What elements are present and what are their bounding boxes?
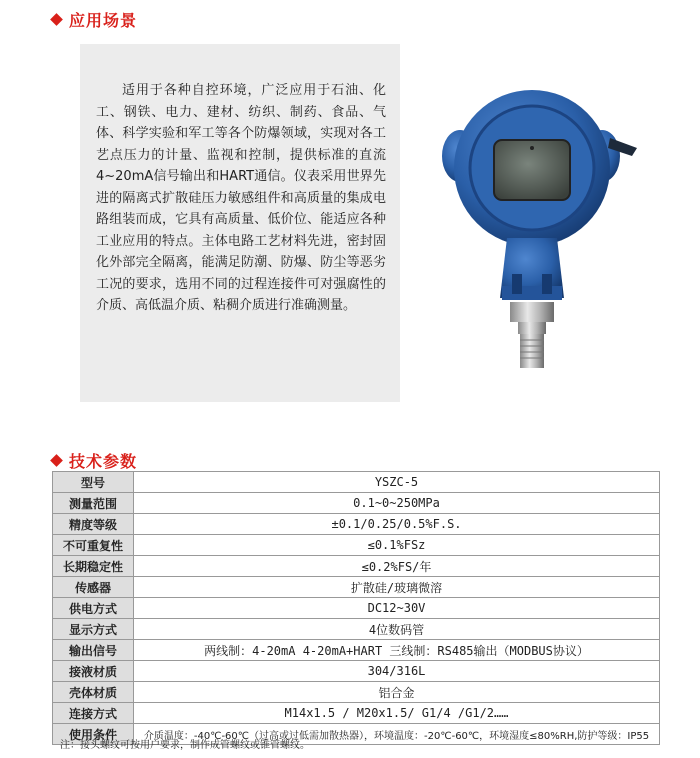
spec-key: 供电方式: [53, 598, 134, 619]
spec-value: 两线制：4-20mA 4-20mA+HART 三线制：RS485输出（MODBUS协议）: [134, 640, 660, 661]
spec-value: ±0.1/0.25/0.5%F.S.: [134, 514, 660, 535]
spec-key: 壳体材质: [53, 682, 134, 703]
spec-key: 连接方式: [53, 703, 134, 724]
specs-title: 技术参数: [69, 452, 138, 471]
table-row: [53, 619, 660, 640]
spec-key: 传感器: [53, 577, 134, 598]
spec-value: YSZC-5: [134, 472, 660, 493]
table-row: [53, 493, 660, 514]
spec-key: 显示方式: [53, 619, 134, 640]
spec-key: 接液材质: [53, 661, 134, 682]
spec-key: 测量范围: [53, 493, 134, 514]
spec-value: ≤0.2%FS/年: [134, 556, 660, 577]
table-row: [53, 514, 660, 535]
spec-value: ≤0.1%FSz: [134, 535, 660, 556]
specs-table: [52, 471, 660, 745]
spec-value: 介质温度：-40℃-60℃（过高或过低需加散热器），环境温度：-20℃-60℃，环境湿度≤80%RH,防护等级：IP55: [134, 724, 660, 745]
table-row: [53, 556, 660, 577]
table-row: [53, 661, 660, 682]
spec-key: 长期稳定性: [53, 556, 134, 577]
table-row: [53, 472, 660, 493]
table-row: [53, 640, 660, 661]
applications-title: 应用场景: [69, 11, 138, 30]
spec-value: DC12~30V: [134, 598, 660, 619]
table-row: [53, 703, 660, 724]
applications-heading: [52, 8, 137, 31]
spec-key: 精度等级: [53, 514, 134, 535]
diamond-bullet-icon: [50, 13, 63, 26]
table-row: [53, 598, 660, 619]
spec-value: M14x1.5 / M20x1.5/ G1/4 /G1/2……: [134, 703, 660, 724]
spec-value: 0.1~0~250MPa: [134, 493, 660, 514]
spec-value: 304/316L: [134, 661, 660, 682]
pressure-transmitter-image: [432, 78, 652, 378]
table-row: [53, 535, 660, 556]
table-row: [53, 682, 660, 703]
spec-value: 4位数码管: [134, 619, 660, 640]
spec-note: 注：接头螺纹可按用户要求，制作成管螺纹或锥管螺纹。: [60, 740, 310, 751]
spec-value: 铝合金: [134, 682, 660, 703]
table-row: [53, 577, 660, 598]
spec-key: 型号: [53, 472, 134, 493]
diamond-bullet-icon: [50, 454, 63, 467]
applications-description: 适用于各种自控环境，广泛应用于石油、化工、钢铁、电力、建材、纺织、制药、食品、气体、科学实验和军工等各个防爆领域，实现对各工艺点压力的计量、监视和控制，提供标准的直流4~20mA信号输出和HART通信。仪表采用世界先进的隔离式扩散硅压力敏感组件和高质量的集成电路组装而成，它具有高质量、低价位、能适应各种工业应用的特点。主体电路工艺材料先进，密封固化外部完全隔离，能满足防潮、防爆、防尘等恶劣工况的要求，选用不同的过程连接件可对强腐性的介质、高低温介质、粘稠介质进行准确测量。: [96, 83, 386, 313]
spec-key: 使用条件: [53, 724, 134, 745]
spec-key: 输出信号: [53, 640, 134, 661]
spec-value: 扩散硅/玻璃微溶: [134, 577, 660, 598]
spec-key: 不可重复性: [53, 535, 134, 556]
specs-heading: [52, 449, 137, 472]
